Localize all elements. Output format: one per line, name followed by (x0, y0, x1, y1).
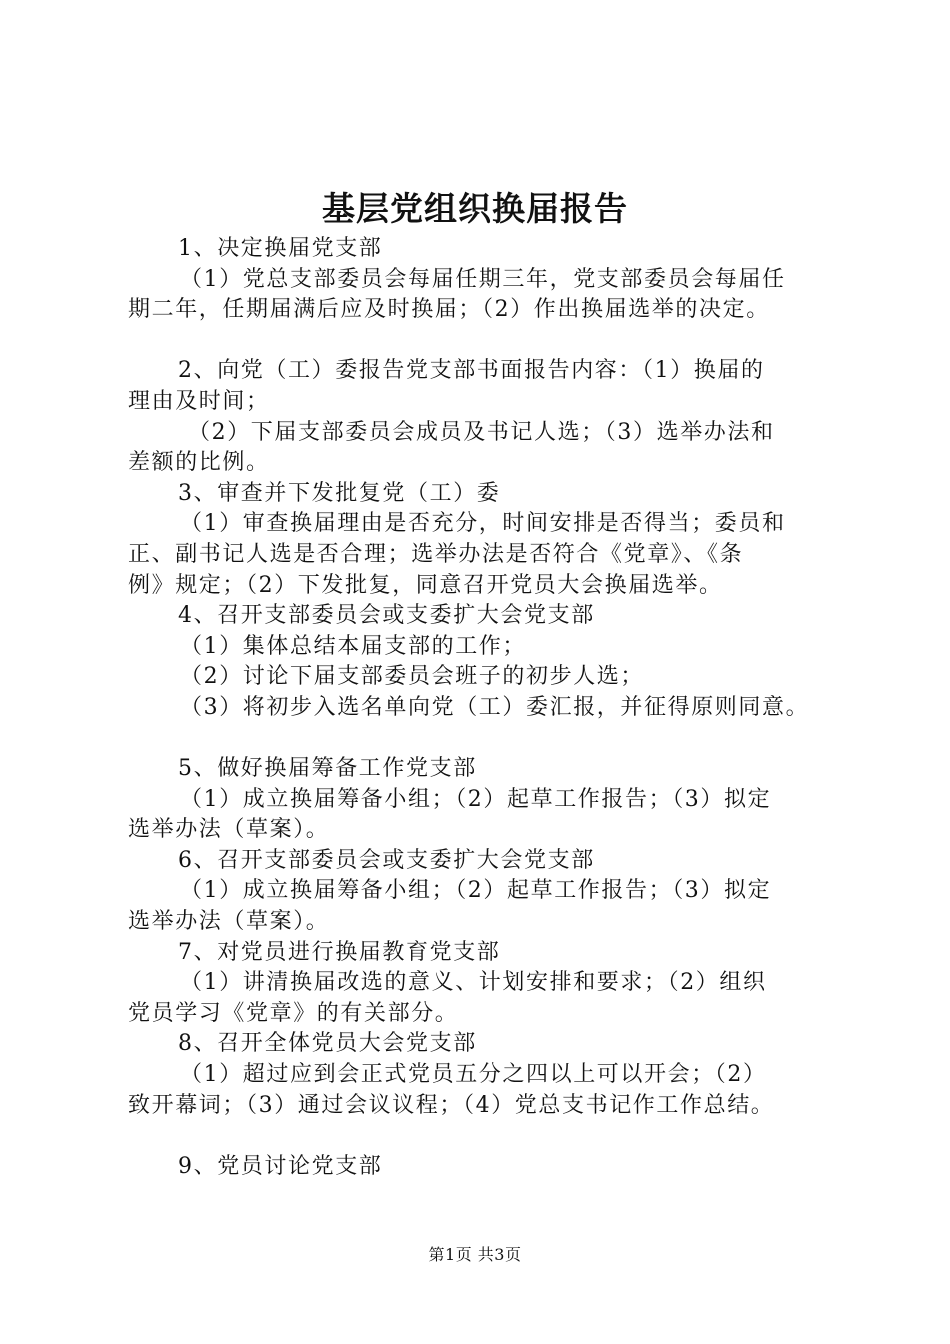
paragraph-line: 选举办法（草案）。 (128, 817, 330, 843)
paragraph-line: （1）超过应到会正式党员五分之四以上可以开会；（2） (180, 1062, 767, 1088)
paragraph-line: （1）成立换届筹备小组；（2）起草工作报告；（3）拟定 (180, 786, 772, 812)
document-title: 基层党组织换届报告 (322, 189, 628, 228)
paragraph-line: （1）党总支部委员会每届任期三年，党支部委员会每届任 (180, 266, 786, 292)
page-number-footer: 第1页 共3页 (428, 1245, 522, 1264)
blank-line (128, 724, 848, 755)
paragraph-line: （1）成立换届筹备小组；（2）起草工作报告；（3）拟定 (180, 878, 772, 904)
paragraph-line: （2）下届支部委员会成员及书记人选；（3）选举办法和 (188, 419, 775, 445)
paragraph-line: （1）讲清换届改选的意义、计划安排和要求；（2）组织 (180, 970, 767, 996)
section-heading-2: 2、向党（工）委报告党支部书面报告内容：（1）换届的 (178, 358, 765, 384)
section-heading-1: 1、决定换届党支部 (178, 236, 383, 261)
section-heading-5: 5、做好换届筹备工作党支部 (178, 756, 477, 782)
paragraph-line: 党员学习《党章》的有关部分。 (128, 1000, 459, 1026)
section-heading-7: 7、对党员进行换届教育党支部 (178, 939, 501, 965)
section-heading-9: 9、党员讨论党支部 (178, 1153, 383, 1179)
paragraph-line: 期二年，任期届满后应及时换届；（2）作出换届选举的决定。 (128, 297, 770, 323)
paragraph-line: （2）讨论下届支部委员会班子的初步人选； (180, 664, 644, 690)
paragraph-line: 理由及时间； (128, 388, 270, 414)
document-body (128, 234, 848, 1182)
paragraph-line: 选举办法（草案）。 (128, 909, 330, 935)
blank-line (128, 1121, 848, 1152)
paragraph-line: （3）将初步入选名单向党（工）委汇报，并征得原则同意。 (180, 694, 810, 720)
section-heading-6: 6、召开支部委员会或支委扩大会党支部 (178, 847, 595, 873)
section-heading-4: 4、召开支部委员会或支委扩大会党支部 (178, 603, 595, 629)
paragraph-line: （1）审查换届理由是否充分，时间安排是否得当；委员和 (180, 511, 786, 537)
paragraph-line: （1）集体总结本届支部的工作； (180, 633, 526, 659)
paragraph-line: 致开幕词；（3）通过会议议程；（4）党总支书记作工作总结。 (128, 1092, 775, 1118)
paragraph-line: 差额的比例。 (128, 450, 270, 476)
paragraph-line: 例》规定；（2）下发批复，同意召开党员大会换届选举。 (128, 572, 723, 598)
section-heading-3: 3、审查并下发批复党（工）委 (178, 480, 501, 506)
paragraph-line: 正、副书记人选是否合理；选举办法是否符合《党章》、《条 (128, 541, 744, 567)
blank-line (128, 326, 848, 357)
section-heading-8: 8、召开全体党员大会党支部 (178, 1031, 477, 1057)
